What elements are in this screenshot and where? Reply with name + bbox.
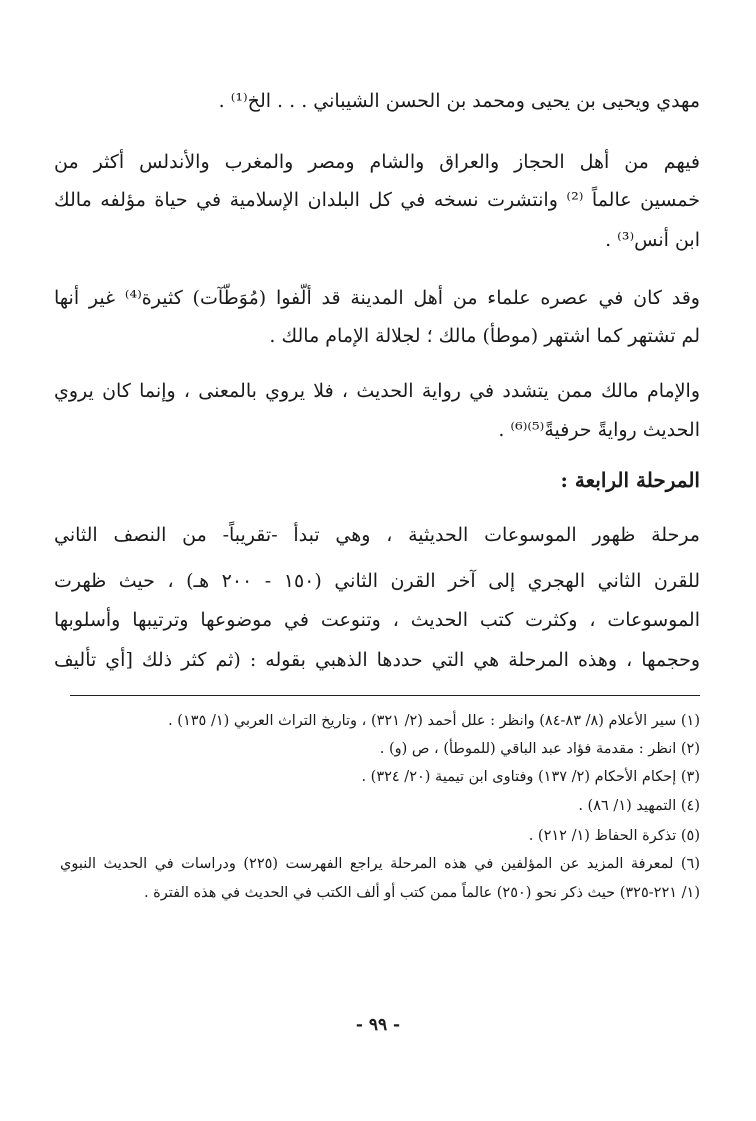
footnote: (٥) تذكرة الحفاظ (١/ ٢١٢) . [528,828,700,844]
text-line: لم تشتهر كما اشتهر (موطأ) مالك ؛ لجلالة الإمام مالك . [269,325,700,347]
footnote: (٦) لمعرفة المزيد عن المؤلفين في هذه المرحلة يراجع الفهرست (٢٢٥) ودراسات في الحديث النبوي [60,856,700,872]
footnote: (١) سير الأعلام (٨/ ٨٣-٨٤) وانظر : علل أحمد (٢/ ٣٢١) ، وتاريخ التراث العربي (١/ ١٣٥) . [168,713,700,729]
text-line: وقد كان في عصره علماء من أهل المدينة قد ألّفوا (مُوَطّآت) كثيرة⁽⁴⁾ غير أنها [54,287,700,309]
text-line: الحديث روايةً حرفيةً⁽⁵⁾⁽⁶⁾ . [498,419,700,441]
text-line: وحجمها ، وهذه المرحلة هي التي حددها الذهبي بقوله : (ثم كثر ذلك [أي تأليف [54,649,700,671]
footnote: (٣) إحكام الأحكام (٢/ ١٣٧) وفتاوى ابن تيمية (٢٠/ ٣٢٤) . [361,769,700,785]
footnote: (٤) التمهيد (١/ ٨٦) . [578,798,700,814]
footnote: (١/ ٢٢١-٣٢٥) حيث ذكر نحو (٢٥٠) عالماً ممن كتب أو ألف الكتب في الحديث في هذه الفترة . [143,885,700,901]
text-line: خمسين عالماً ⁽²⁾ وانتشرت نسخه في كل البلدان الإسلامية في حياة مؤلفه مالك [54,189,700,211]
footnote: (٢) انظر : مقدمة فؤاد عبد الباقي (للموطأ) ، ص (و) . [379,741,700,757]
footnote-divider [70,695,700,696]
text-line: ابن أنس⁽³⁾ . [605,229,700,251]
page-number: - ٩٩ - [355,1015,401,1035]
text-line: والإمام مالك ممن يتشدد في رواية الحديث ، فلا يروي بالمعنى ، وإنما كان يروي [54,380,700,402]
text-line: فيهم من أهل الحجاز والعراق والشام ومصر والمغرب والأندلس أكثر من [54,151,700,173]
section-heading: المرحلة الرابعة : [560,468,700,492]
text-line: مهدي ويحيى بن يحيى ومحمد بن الحسن الشيباني . . . الخ⁽¹⁾ . [218,90,700,112]
text-line: مرحلة ظهور الموسوعات الحديثية ، وهي تبدأ -تقريباً- من النصف الثاني [54,524,700,546]
text-line: للقرن الثاني الهجري إلى آخر القرن الثاني (١٥٠ - ٢٠٠ هـ) ، حيث ظهرت [54,570,700,592]
text-line: الموسوعات ، وكثرت كتب الحديث ، وتنوعت في موضوعها وترتيبها وأسلوبها [54,609,700,631]
